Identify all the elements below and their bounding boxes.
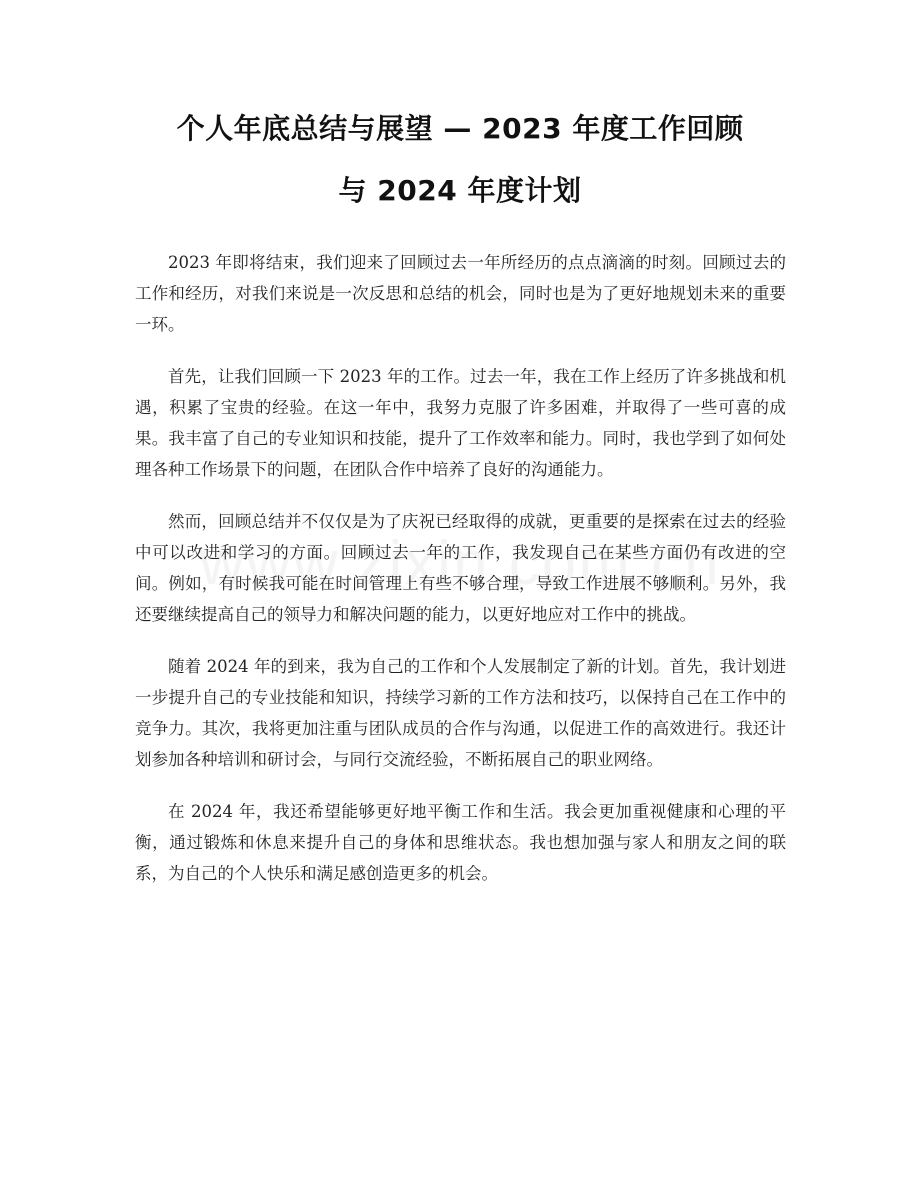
paragraph-1: 2023 年即将结束，我们迎来了回顾过去一年所经历的点点滴滴的时刻。回顾过去的工作和经历，对我们来说是一次反思和总结的机会，同时也是为了更好地规划未来的重要一环。 — [135, 253, 786, 334]
paragraph-5: 在 2024 年，我还希望能够更好地平衡工作和生活。我会更加重视健康和心理的平衡，通过锻炼和休息来提升自己的身体和思维状态。我也想加强与家人和朋友之间的联系，为自己的个人快乐和满足感创造更多的机会。 — [135, 802, 786, 883]
title-line-1: 个人年底总结与展望 — 2023 年度工作回顾 — [176, 112, 744, 145]
paragraph-2: 首先，让我们回顾一下 2023 年的工作。过去一年，我在工作上经历了许多挑战和机遇，积累了宝贵的经验。在这一年中，我努力克服了许多困难，并取得了一些可喜的成果。我丰富了自己的专业知识和技能，提升了工作效率和能力。同时，我也学到了如何处理各种工作场景下的问题，在团队合作中培养了良好的沟通能力。 — [135, 367, 786, 479]
paragraph-4: 随着 2024 年的到来，我为自己的工作和个人发展制定了新的计划。首先，我计划进一步提升自己的专业技能和知识，持续学习新的工作方法和技巧，以保持自己在工作中的竞争力。其次，我将更加注重与团队成员的合作与沟通，以促进工作的高效进行。我还计划参加各种培训和研讨会，与同行交流经验，不断拓展自己的职业网络。 — [135, 657, 786, 769]
paragraph-3: 然而，回顾总结并不仅仅是为了庆祝已经取得的成就，更重要的是探索在过去的经验中可以改进和学习的方面。回顾过去一年的工作，我发现自己在某些方面仍有改进的空间。例如，有时候我可能在时间管理上有些不够合理，导致工作进展不够顺利。另外，我还要继续提高自己的领导力和解决问题的能力，以更好地应对工作中的挑战。 — [135, 512, 786, 624]
document-body — [135, 247, 786, 910]
title-line-2: 与 2024 年度计划 — [338, 174, 582, 207]
document-title — [100, 98, 820, 222]
